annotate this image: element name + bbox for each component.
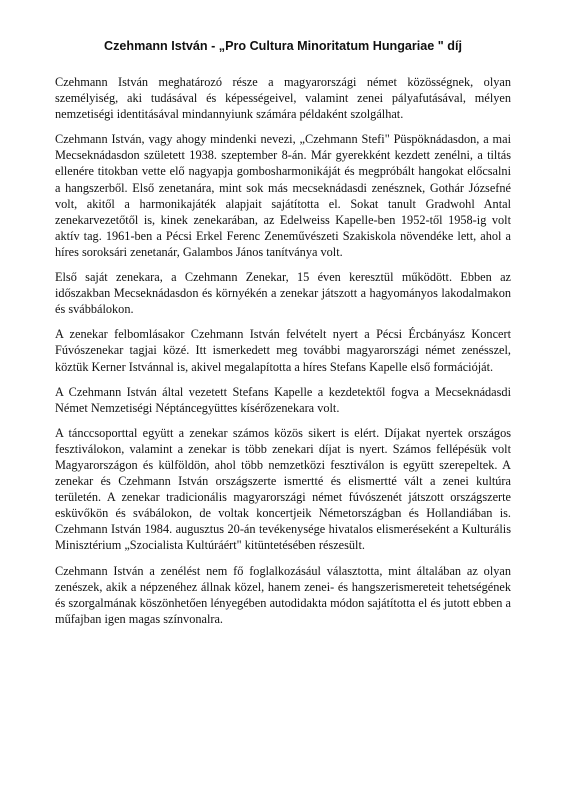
paragraph-dance-group: A Czehmann István által vezetett Stefans Kapelle a kezdetektől fogva a Mecseknádasdi Német Nemzetiségi Néptáncegyüttes kísérőzenekara volt.	[55, 384, 511, 415]
paragraph-stefans-kapelle-founding: A zenekar felbomlásakor Czehmann István felvételt nyert a Pécsi Ércbányász Koncert Fúvószenekar tagjai közé. Itt ismerkedett meg további magyarországi német zenésszel, köztük Kerner Istvánnal is, akivel megalapította a híres Stefans Kapelle első formációját.	[55, 327, 511, 374]
paragraph-early-life: Czehmann István, vagy ahogy mindenki nevezi, „Czehmann Stefi" Püspöknádasdon, a mai Mecseknádasdon született 1938. szeptember 8-án. Már gyerekként kezdett zenélni, a tiltás ellenére titokban vette elő nagyapja gombosharmonikáját és megpróbált hangokat előcsalni a hangszerből. Első zenetanára, mint sok más mecseknádasdi zenésznek, Gothár Józsefné volt, akitől a harmonikajáték alapjait sajátította el. Sokat tanult Gradwohl Antal zenekarvezetőtől is, kinek zenekarában, az Edelweiss Kapelle-ben 1952-től 1958-ig volt aktív tag. 1961-ben a Pécsi Erkel Ferenc Zeneművészeti Szakiskola növendéke lett, ahol a híres soroksári zenetanár, Galambos János tanítványa volt.	[55, 132, 511, 259]
paragraph-achievements: A tánccsoporttal együtt a zenekar számos közös sikert is elért. Díjakat nyertek országos fesztiválokon, valamint a zenekar is több zenekari díjat is nyert. Számos fellépésük volt Magyarországon és külföldön, ahol több nemzetközi fesztiválon is együtt szerepeltek. A zenekar és Czehmann István országszerte ismertté és elismertté vált a zenei kultúra területén. A zenekar tradicionális magyarországi német fúvószenét játszott országszerte esküvőkön és svábálokon, de voltak koncertjeik Németországban és Hollandiában is. Czehmann István 1984. augusztus 20-án tevékenysége hivatalos elismeréseként a Kulturális Minisztérium „Szocialista Kultúráért" kitüntetésében részesült.	[55, 425, 511, 553]
paragraph-first-band: Első saját zenekara, a Czehmann Zenekar, 15 éven keresztül működött. Ebben az időszakban Mecseknádasdon és környékén a zenekar játszott a hagyományos lakodalmakon és svábbálokon.	[55, 270, 511, 317]
paragraph-autodidact: Czehmann István a zenélést nem fő foglalkozásául választotta, mint általában az olyan zenészek, akik a népzenéhez állnak közel, hanem zenei- és hangszerismereteit tehetségének és szorgalmának köszönhetően lényegében autodidakta módon sajátította el és jutott ebben a műfajban igen magas színvonalra.	[55, 563, 511, 626]
paragraph-intro: Czehmann István meghatározó része a magyarországi német közösségnek, olyan személyiség, aki tudásával és képességeivel, valamint zenei pályafutásával, mélyen nemzetiségi identitásával mindannyiunk számára példaként szolgálhat.	[55, 75, 511, 122]
document-title: Czehmann István - „Pro Cultura Minoritatum Hungariae " díj	[104, 39, 462, 53]
